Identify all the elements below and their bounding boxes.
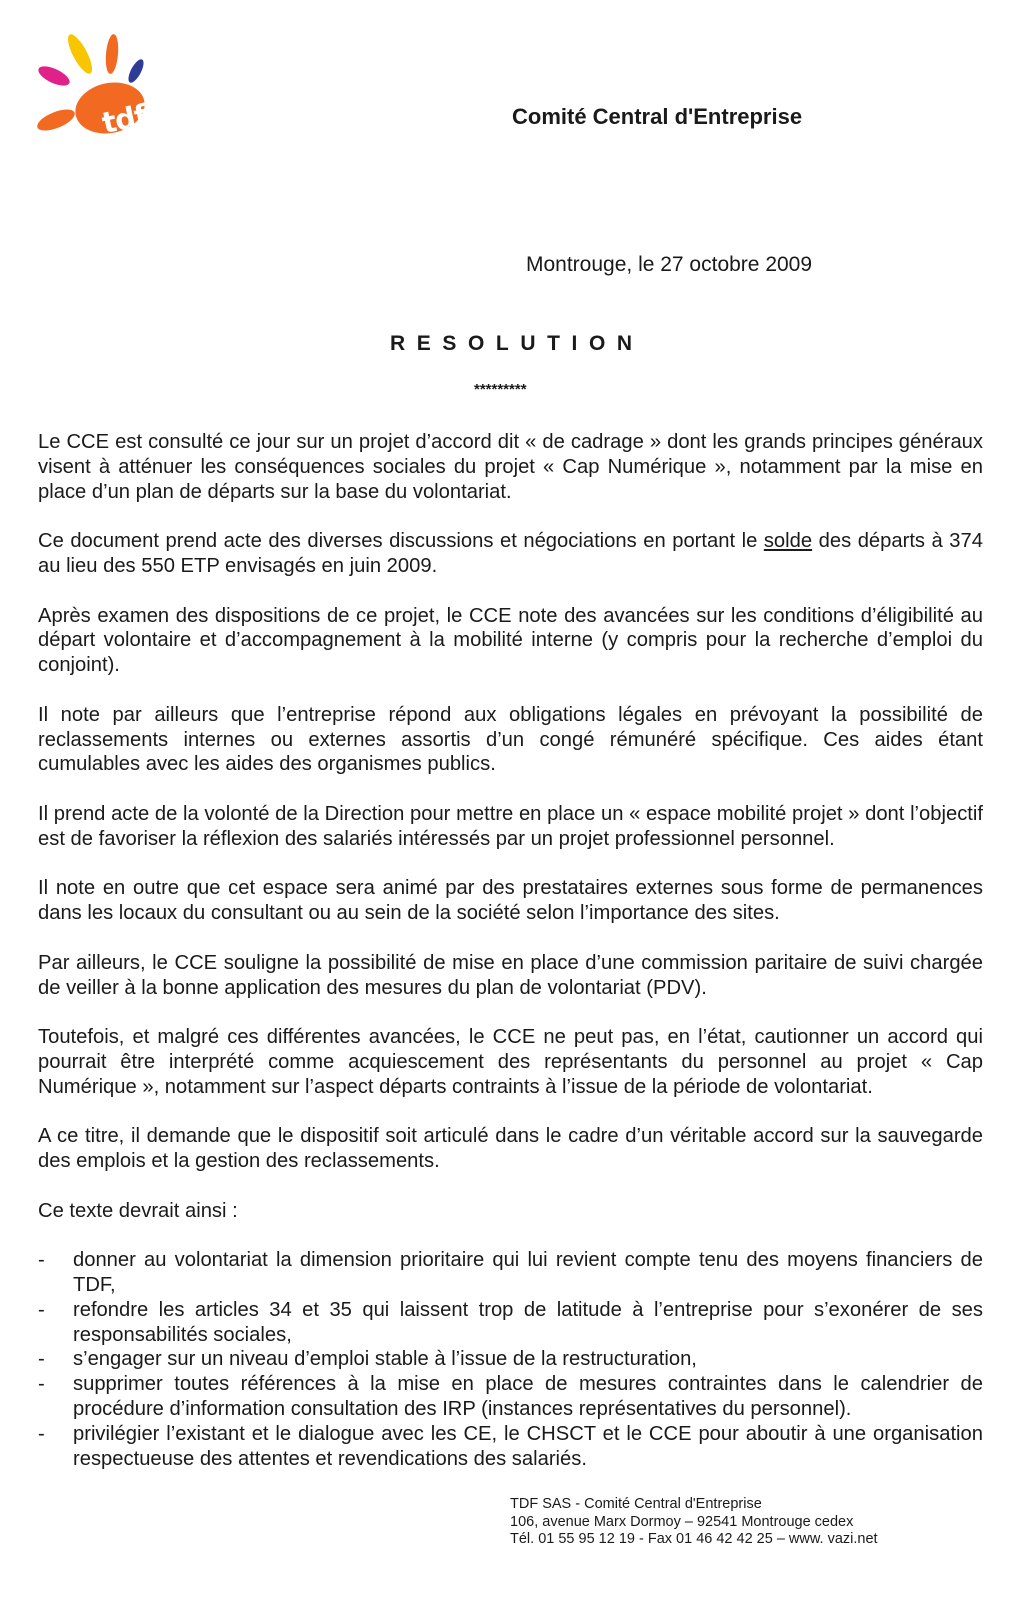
document-body	[38, 430, 983, 1471]
paragraph-text: des départs à 374 au lieu des 550 ETP envisagés en juin 2009.	[38, 530, 983, 577]
paragraph-text: Ce document prend acte des diverses discussions et négociations en portant le	[38, 530, 764, 553]
underlined-word: solde	[763, 530, 813, 553]
list-item	[38, 1372, 983, 1422]
paragraph: Par ailleurs, le CCE souligne la possibilité de mise en place d’une commission paritaire de suivi chargée de veiller à la bonne application des mesures du plan de volontariat (PDV).	[38, 951, 983, 999]
paragraph: A ce titre, il demande que le dispositif soit articulé dans le cadre d’un véritable accord sur la sauvegarde des emplois et la gestion des reclassements.	[38, 1125, 983, 1173]
paragraph: Il note par ailleurs que l’entreprise répond aux obligations légales en prévoyant la possibilité de reclassements internes ou externes assortis d’un congé rémunéré spécifique. Ces aides étant cumulables avec les aides des organismes publics.	[38, 703, 983, 776]
date-line: Montrouge, le 27 octobre 2009	[526, 253, 813, 276]
bullet-dash: -	[38, 1249, 45, 1272]
footer-street: 106, avenue Marx Dormoy – 92541 Montrouge cedex	[510, 1513, 854, 1530]
bullet-dash: -	[38, 1373, 45, 1396]
organization-title: Comité Central d'Entreprise	[512, 104, 803, 129]
list-item-text: supprimer toutes références à la mise en place de mesures contraintes dans le calendrier de procédure d’information consultation des IRP (instances représentatives du personnel).	[73, 1373, 983, 1421]
bullet-dash: -	[38, 1298, 45, 1321]
paragraph: Ce texte devrait ainsi :	[38, 1199, 238, 1222]
list-item	[38, 1248, 983, 1298]
list-item	[38, 1422, 983, 1472]
footer-company: TDF SAS - Comité Central d'Entreprise	[510, 1496, 762, 1512]
bullet-dash: -	[38, 1422, 45, 1445]
logo-wordmark: tdf	[98, 97, 150, 141]
paragraph: Il prend acte de la volonté de la Direction pour mettre en place un « espace mobilité projet » dont l’objectif est de favoriser la réflexion des salariés intéressés par un projet professionnel personnel.	[38, 802, 983, 850]
paragraph: Le CCE est consulté ce jour sur un projet d’accord dit « de cadrage » dont les grands principes généraux visent à atténuer les conséquences sociales du projet « Cap Numérique », notamment par la mise en place d’un plan de départs sur la base du volontariat.	[38, 431, 983, 503]
tdf-logo	[30, 26, 160, 146]
list-item-text: refondre les articles 34 et 35 qui laissent trop de latitude à l’entreprise pour s’exonérer de ses responsabilités sociales,	[73, 1298, 983, 1346]
document-title: RESOLUTION	[390, 332, 644, 355]
paragraph	[38, 529, 983, 579]
footer-contact: Tél. 01 55 95 12 19 - Fax 01 46 42 42 25 – www. vazi.net	[510, 1531, 878, 1547]
paragraph: Il note en outre que cet espace sera animé par des prestataires externes sous forme de permanences dans les locaux du consultant ou au sein de la société selon l’importance des sites.	[38, 877, 983, 925]
list-item	[38, 1347, 983, 1372]
list-item-text: donner au volontariat la dimension prioritaire qui lui revient compte tenu des moyens financiers de TDF,	[73, 1249, 983, 1297]
paragraph: Après examen des dispositions de ce projet, le CCE note des avancées sur les conditions d’éligibilité au départ volontaire et d’accompagnement à la mobilité interne (y compris pour la recherche d’emploi du conjoint).	[38, 604, 983, 677]
list-item	[38, 1298, 983, 1348]
list-item-text: s’engager sur un niveau d’emploi stable à l’issue de la restructuration,	[73, 1348, 697, 1371]
separator: *********	[474, 381, 527, 398]
paragraph: Toutefois, et malgré ces différentes avancées, le CCE ne peut pas, en l’état, cautionner un accord qui pourrait être interprété comme acquiescement des représentants du personnel au projet « Cap Numérique », notamment sur l’aspect départs contraints à l’issue de la période de volontariat.	[38, 1026, 983, 1098]
demands-list	[38, 1248, 983, 1471]
footer-address	[510, 1496, 878, 1549]
list-item-text: privilégier l’existant et le dialogue avec les CE, le CHSCT et le CCE pour aboutir à une organisation respectueuse des attentes et revendications des salariés.	[73, 1422, 983, 1470]
bullet-dash: -	[38, 1348, 45, 1371]
